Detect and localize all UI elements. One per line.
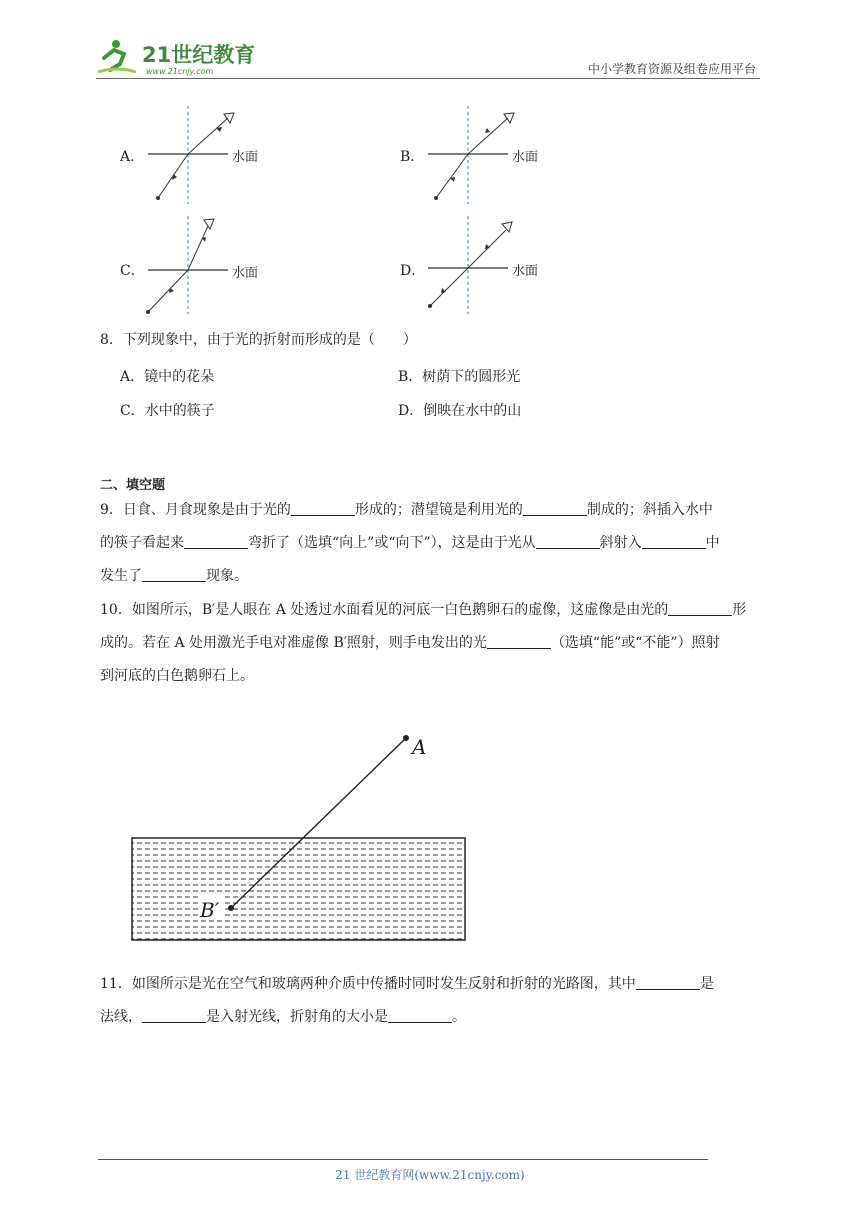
q7-option-d [398,214,558,318]
q7-option-a [118,104,278,208]
q8-option-c[interactable]: C．水中的筷子 [120,403,215,419]
runner-icon [98,40,136,72]
water-region [132,838,465,940]
answer-blank[interactable] [142,1008,206,1023]
label-b-prime: B′ [200,898,220,922]
answer-blank[interactable] [487,634,551,649]
answer-blank[interactable] [388,1008,452,1023]
q8-stem: 8．下列现象中，由于光的折射而形成的是（ ） [100,332,417,348]
q7-option-c [118,214,278,318]
q8-option-a[interactable]: A．镜中的花朵 [120,369,215,385]
label-a: A [412,735,427,759]
q11: 11．如图所示是光在空气和玻璃两种介质中传播时同时发生反射和折射的光路图，其中 是 法线， 是入射光线，折射角的大小是 。 [100,976,714,1025]
answer-blank[interactable] [642,534,706,549]
option-label: B． [400,149,425,165]
section-title: 二、填空题 [100,478,166,493]
svg-text:21世纪教育: 21世纪教育 [142,43,256,67]
answer-blank[interactable] [523,501,587,516]
answer-blank[interactable] [142,567,206,582]
q8-option-b[interactable]: B．树荫下的圆形光 [398,369,521,385]
svg-text:www.21cnjy.com: www.21cnjy.com [146,67,214,76]
answer-blank[interactable] [291,501,355,516]
option-label: D． [400,263,426,279]
header-divider [96,78,760,79]
site-logo [96,36,256,78]
q9: 9．日食、月食现象是由于光的 形成的；潜望镜是利用光的 制成的；斜插入水中 的筷子看起来 弯折了（选填“向上”或“向下”），这是由于光从 斜射入 中 发生了 现象。 [100,502,720,584]
q7-option-b [398,104,558,208]
q10: 10．如图所示，B′是人眼在 A 处透过水面看见的河底一白色鹅卵石的虚像，这虚像是由光的 形 成的。若在 A 处用激光手电对准虚像 B′照射，则手电发出的光 （选填“能”或“不能”）照射 到河底的白色鹅卵石上。 [100,602,747,684]
answer-blank[interactable] [536,534,600,549]
q10-diagram [120,726,480,948]
point-b-image [228,905,234,911]
option-label: A． [120,149,145,165]
water-surface-label: 水面 [512,264,539,279]
q8-option-d[interactable]: D．倒映在水中的山 [398,403,522,419]
platform-name: 中小学教育资源及组卷应用平台 [587,62,756,76]
point-a [403,735,409,741]
footer-divider [98,1159,708,1160]
footer-link[interactable]: 21 世纪教育网(www.21cnjy.com) [335,1168,525,1182]
water-surface-label: 水面 [512,150,539,165]
water-surface-label: 水面 [232,150,259,165]
water-surface-label: 水面 [232,266,259,281]
answer-blank[interactable] [184,534,248,549]
option-label: C． [120,263,145,279]
answer-blank[interactable] [636,975,700,990]
answer-blank[interactable] [668,601,732,616]
